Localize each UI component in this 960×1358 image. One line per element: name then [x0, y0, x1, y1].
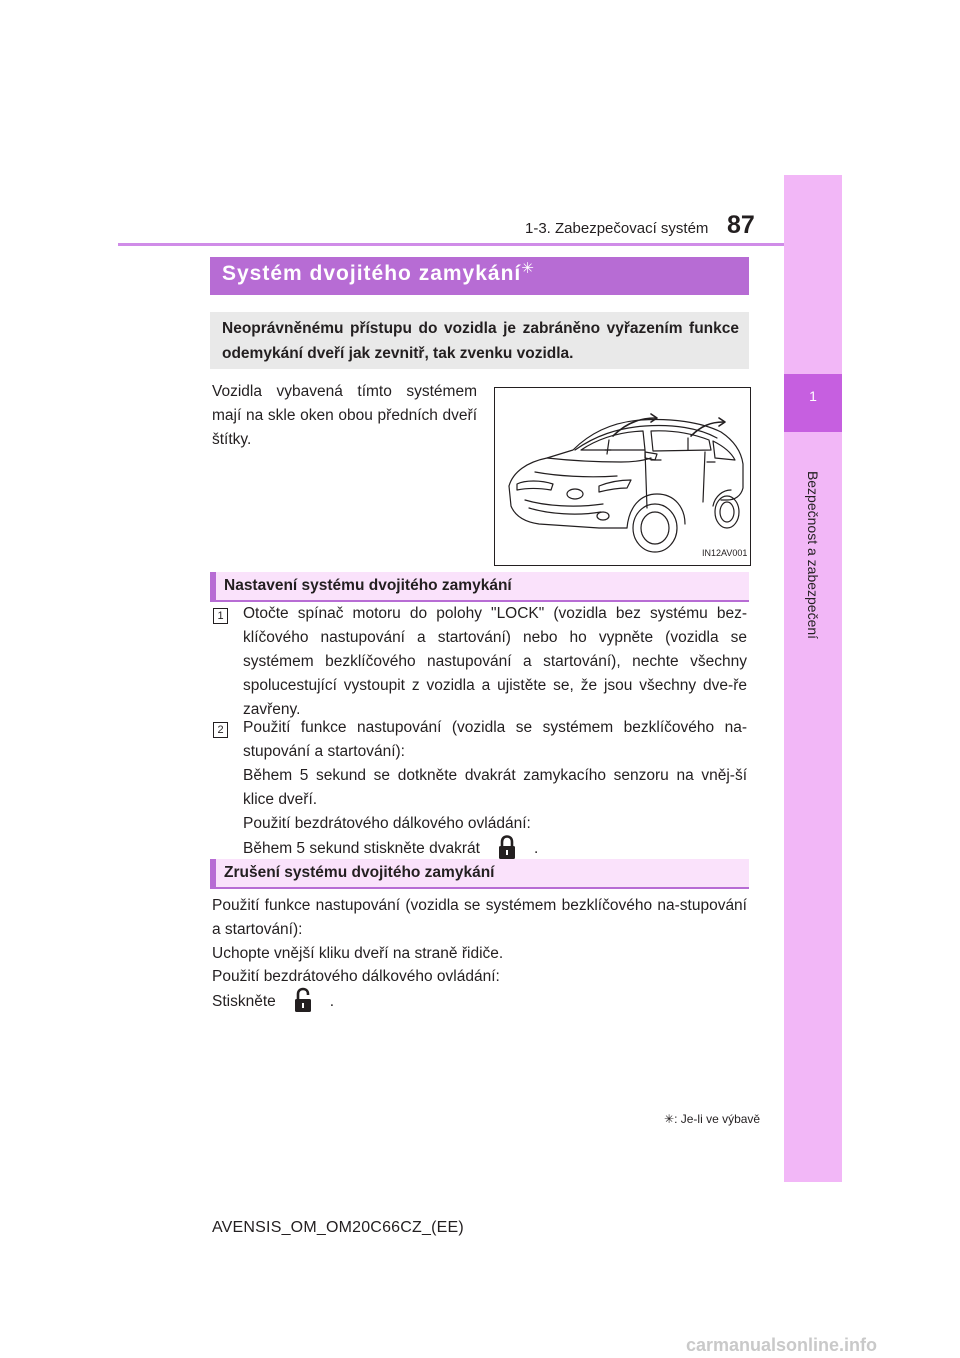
cancel-paragraph-2-line-1: Použití bezdrátového dálkového ovládání: [212, 968, 500, 985]
footnote-asterisk: ✳ [664, 1112, 675, 1126]
cancel-paragraph-1 [212, 894, 747, 966]
document-code: AVENSIS_OM_OM20C66CZ_(EE) [212, 1219, 464, 1236]
step-2-line-3: Použití bezdrátového dálkového ovládání: [243, 815, 531, 832]
car-drawing [495, 388, 750, 565]
setting-heading: Nastavení systému dvojitého zamykání [224, 577, 512, 594]
image-code: IN12AV001 [702, 548, 748, 558]
side-tab-label: Bezpečnost a zabezpečení [805, 470, 821, 640]
step-number-1: 1 [213, 608, 228, 624]
vehicle-note: Vozidla vybavená tímto systémem mají na skle oken obou předních dveří štítky. [212, 383, 477, 448]
cancel-heading: Zrušení systému dvojitého zamykání [224, 864, 495, 881]
cancel-paragraph-2 [212, 965, 747, 1015]
side-tab-number: 1 [809, 388, 817, 404]
cancel-paragraph-2-line-2 [212, 989, 747, 1015]
step-2-line-1: Použití funkce nastupování (vozidla se systémem bezklíčového na-stupování a startování): [243, 719, 747, 760]
step-1-text: Otočte spínač motoru do polohy "LOCK" (vozidla bez systému bez-klíčového nastupování a startování) nebo ho vypněte (vozidla se systémem bezklíčového nastupování a startování), nechte všechny spolucestující vystoupit z vozidla a ujistěte se, že jsou všechny dve-ře zavřeny. [243, 605, 747, 718]
watermark: carmanualsonline.info [686, 1335, 878, 1355]
section-label: 1-3. Zabezpečovací systém [525, 220, 709, 237]
side-tab [784, 175, 842, 1182]
title-asterisk: ✳ [521, 260, 535, 277]
step-2-line-4-text: Během 5 sekund stiskněte dvakrát [243, 840, 480, 858]
cancel-paragraph-1-line-1: Použití funkce nastupování (vozidla se systémem bezklíčového na-stupování a startování): [212, 897, 747, 938]
lock-closed-icon [494, 834, 520, 860]
cancel-paragraph-2-end: . [329, 993, 335, 1011]
lock-open-icon [290, 987, 316, 1013]
header-rule [118, 243, 784, 246]
step-2-line-4-end: . [533, 840, 539, 858]
page-number: 87 [727, 211, 755, 239]
car-illustration [494, 387, 751, 566]
step-number-2: 2 [213, 722, 228, 738]
page-title-text: Systém dvojitého zamykání [222, 262, 522, 285]
cancel-paragraph-2-text: Stiskněte [212, 993, 276, 1011]
footnote-text: : Je-li ve výbavě [674, 1112, 761, 1126]
step-2-text [243, 716, 747, 862]
cancel-paragraph-1-line-2: Uchopte vnější kliku dveří na straně řidiče. [212, 945, 504, 962]
setting-heading-accent [210, 572, 216, 602]
page-title [222, 262, 535, 286]
step-2-line-2: Během 5 sekund se dotkněte dvakrát zamykacího senzoru na vněj-ší klice dveří. [243, 767, 747, 808]
intro-box: Neoprávněnému přístupu do vozidla je zabráněno vyřazením funkce odemykání dveří jak zevnitř, tak zvenku vozidla. [210, 312, 749, 369]
footnote [664, 1112, 760, 1126]
cancel-heading-accent [210, 859, 216, 889]
